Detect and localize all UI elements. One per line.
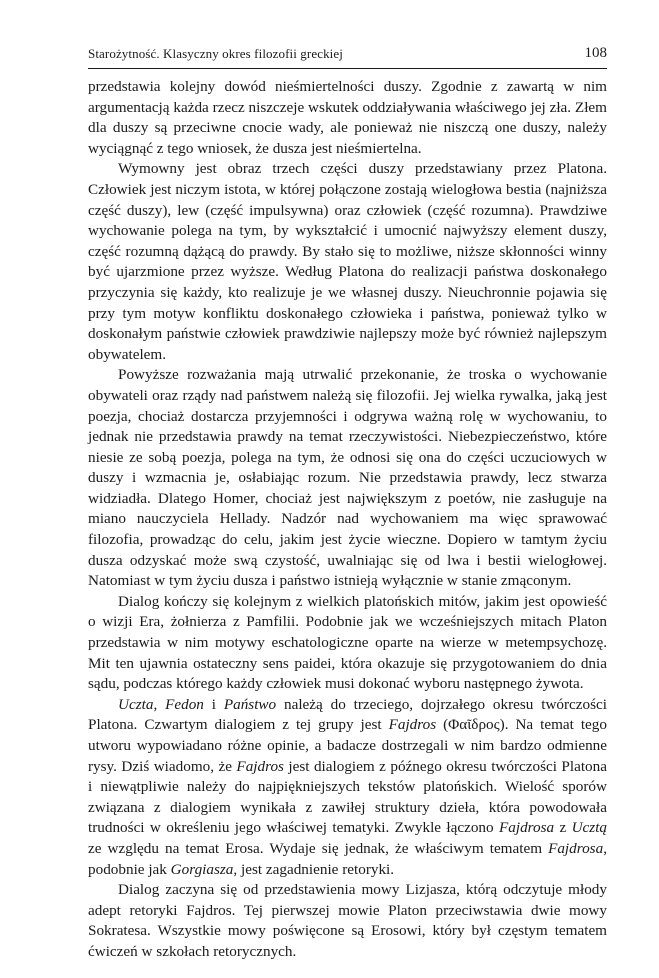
paragraph [88,77,607,159]
text-run: , podobnie jak [88,839,607,878]
text-run: jest dialogiem z późnego okresu twórczości Platona i niewątpliwie należy do najpiękniejszych tekstów platońskich. Wielość sporów związana z dialogiem wynikała z zawiłej struktury dzieła, która powodowała trudności w określeniu jego właściwej tematyki. Zwykle łączono [88,757,607,837]
running-header [88,44,607,64]
italic-title: Fedon [165,695,204,713]
italic-title: Fajdros [236,757,284,775]
text-run: Dialog zaczyna się od przedstawienia mowy Lizjasza, którą odczytuje młody adept retoryki Fajdros. Tej pierwszej mowie Platon przeciwstawia dwie mowy Sokratesa. Wszystkie mowy poświęcone są Erosowi, który był częstym tematem ćwiczeń w szkołach retorycznych. [88,881,607,960]
text-run: Powyższe rozważania mają utrwalić przekonanie, że troska o wychowanie obywateli oraz rządy nad państwem należą się filozofii. Jej wielka rywalka, jaką jest poezja, chociaż dostarcza przyjemności i odgrywa ważną rolę w wychowaniu, to jednak nie przedstawia prawdy na temat rzeczywistości. Niebezpieczeństwo, które niesie ze sobą poezja, polega na tym, że odnosi się ona do części uczuciowych w duszy i wzmacnia je, osłabiając rozum. Nie przedstawia prawdy, lecz stwarza widziadła. Dlatego Homer, chociaż jest największym z poetów, nie zasługuje na miano nauczyciela Hellady. Nadzór nad wychowaniem ma więc sprawować filozofia, prowadząc do celu, jakim jest życie wieczne. Dopiero w tamtym życiu dusza odzyskać może swą czystość, uwalniając się od lwa i bestii wielogłowej. Natomiast w tym życiu dusza i państwo istnieją wyłącznie w stanie zmąconym. [88,366,607,590]
paragraph [88,159,607,365]
italic-title: Fajdrosa [498,819,555,837]
italic-title: Ucztą [571,819,608,837]
italic-title: Fajdros [388,716,437,734]
text-run: i [203,695,224,713]
text-run: Dialog kończy się kolejnym z wielkich platońskich mitów, jakim jest opowieść o wizji Era, żołnierza z Pamfilii. Podobnie jak we wcześniejszych mitach Platon przedstawia w nim motywy eschatologiczne oparte na wierze w metempsychozę. Mit ten ujawnia ostateczny sens paidei, która okazuje się przygotowaniem do dnia sądu, podczas którego każdy człowiek musi dokonać wyboru następnego żywota. [88,592,607,693]
text-run: (Φαῖδρος). Na temat tego utworu wypowiadano różne opinie, a badacze dostrzegali w nim bardzo odmienne rysy. Dziś wiadomo, że [88,716,607,775]
italic-title: Gorgiasza [170,860,234,878]
body-text [88,77,607,963]
text-run: , jest zagadnienie retoryki. [233,860,395,878]
paragraph [88,365,607,592]
text-run: należą do trzeciego, dojrzałego okresu twórczości Platona. Czwartym dialogiem z tej grupy jest [88,695,608,734]
text-run: ze względu na temat Erosa. Wydaje się jednak, że właściwym tematem [88,839,549,857]
text-run: Wymowny jest obraz trzech części duszy przedstawiany przez Platona. Człowiek jest niczym istota, w której połączone zostają wielogłowa bestia (najniższa część duszy), lew (część impulsywna) oraz człowiek (część rozumna). Prawdziwe wychowanie polega na tym, by wykształcić i umocnić najwyższy element duszy, część rozumną dążącą do prawdy. By stało się to możliwe, niższe skłonności winny być ujarzmione przez wyższe. Według Platona do realizacji państwa doskonałego przyczynia się każdy, kto realizuje je we własnej duszy. Nieuchronnie pojawia się przy tym motyw konfliktu doskonałego człowieka i państwa, ponieważ tylko w doskonałym państwie człowiek prawdziwie najlepszy może być również najlepszym obywatelem. [88,160,607,363]
header-rule [88,68,607,69]
text-run: z [554,819,572,837]
paragraph [88,592,607,695]
page-number: 108 [584,45,607,61]
italic-title: Uczta [118,695,154,713]
italic-title: Państwo [223,695,277,713]
italic-title: Fajdrosa [548,839,604,857]
paragraph [88,695,607,880]
text-run: przedstawia kolejny dowód nieśmiertelności duszy. Zgodnie z zawartą w nim argumentacją każda rzecz niszczeje wskutek oddziaływania właściwego jej zła. Złem dla duszy są przeciwne cnocie wady, ale ponieważ nie niszczą one duszy, należy wyciągnąć z tego wniosek, że dusza jest nieśmiertelna. [88,78,607,157]
text-run: , [153,695,166,713]
running-title: Starożytność. Klasyczny okres filozofii greckiej [88,46,343,61]
paragraph [88,880,607,962]
